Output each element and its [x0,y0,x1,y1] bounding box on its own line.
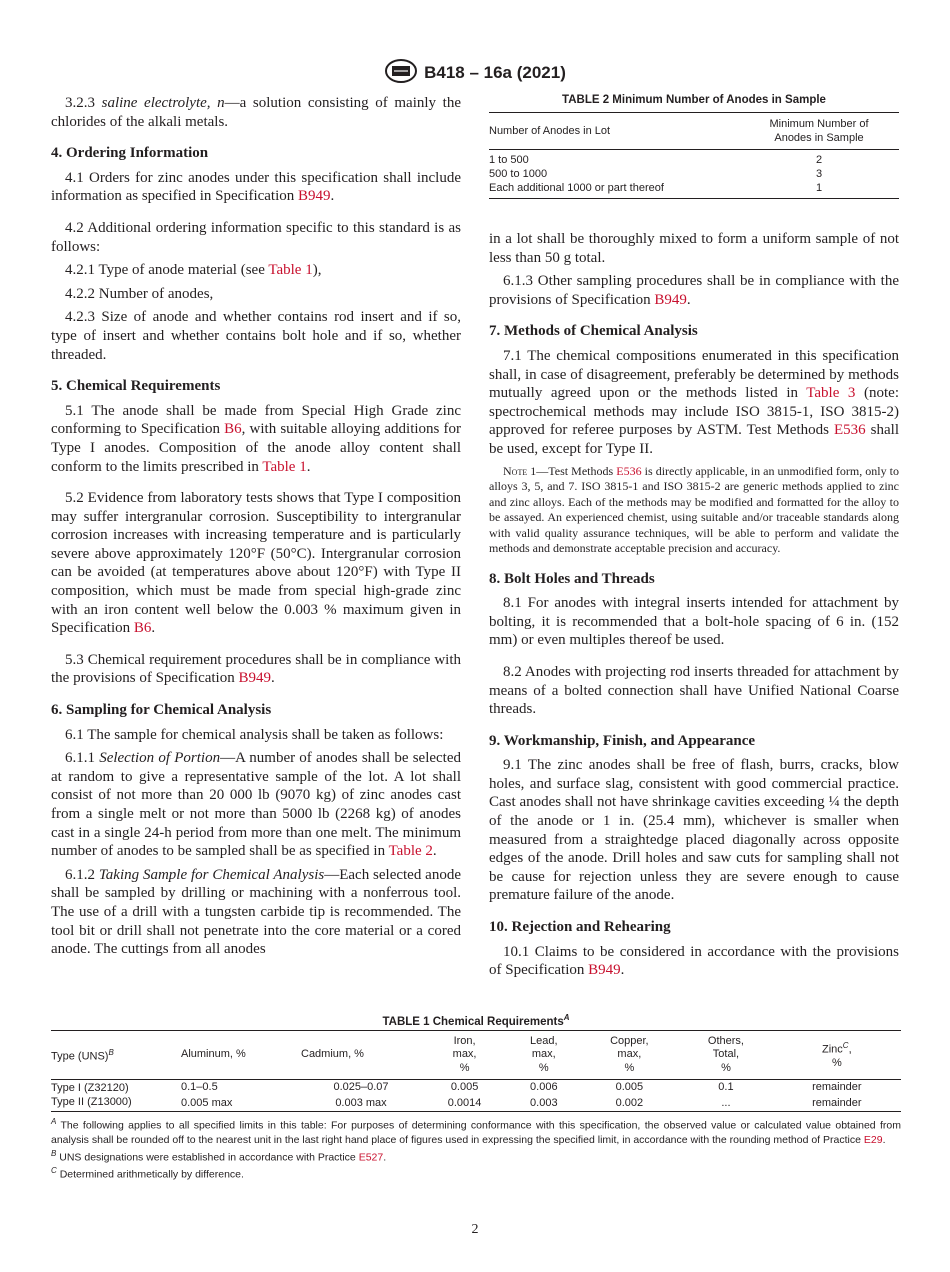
link-b949[interactable]: B949 [238,670,271,687]
link-e29[interactable]: E29 [863,1133,883,1146]
table-row: Type II (Z13000) 0.005 max 0.003 max 0.0014 0.003 0.002 ... remainder [51,1096,901,1112]
right-column: in a lot shall be thoroughly mixed to form a uniform sample of not less than 50 g total. 6.1.3 Other sampling procedures shall be in compliance with the provisions of Specification B949. 7. Methods of Chemical Analysis 7.1 The chemical compositions enumerated in this specification shall, in case of disagreement, preferably be determined by methods mutually agreed upon or the methods listed in Table 3 (note: spectrochemical methods may include ISO 3815-1, ISO 3815-2) approved for referee purposes by ASTM. Test Methods E536 shall be used, except for Type II. Note 1—Test Methods E536 is directly applicable, in an unmodified form, only to alloys 3, 5, and 7. ISO 3815-1 and ISO 3815-2 are generic methods applied to zinc and zinc alloys. Each of the methods may be modified and formatted for the alloy to be assayed. An experienced chemist, using suitable and/or traceable standards along with valid quality assurance techniques, will be able to perform and validate the methods and demonstrate acceptable precision and accuracy. 8. Bolt Holes and Threads 8.1 For anodes with integral inserts intended for attachment by bolting, it is recommended that a bolt-hole spacing of 6 in. (152 mm) or even multiples thereof be used. 8.2 Anodes with projecting rod inserts threaded for attachment by means of a bolted connection shall have Unified National Coarse threads. 9. Workmanship, Finish, and Appearance 9.1 The zinc anodes shall be free of flash, burrs, cracks, blow holes, and surface slag, consistent with good commercial practice. Cast anodes shall not have shrinkage cavities exceeding ¼ the depth of the anode or 1 in. (25.4 mm), whichever is smaller when measured from a straightedge placed diagonally across opposite edges of the anode. Drill holes and saw cuts for sampling shall not be cause for rejection unless they are severe enough to cause premature failure of the anode. 10. Rejection and Rehearing 10.1 Claims to be considered in accordance with the provisions of Specification B949. [489,231,900,979]
footnote-c: $^C$ Determined arithmetically by difference. [51,1166,244,1181]
designation: B418 – 16a (2021) [424,62,566,82]
left-column: 3.2.3 saline electrolyte, n—a solution consisting of mainly the chlorides of the alkali metals. 4. Ordering Information 4.1 Orders for zinc anodes under this specification shall include information as specified in Specification B949. 4.2 Additional ordering information specific to this standard is as follows: 4.2.1 Type of anode material (see Table 1), 4.2.2 Number of anodes, 4.2.3 Size of anode and whether contains rod insert and if so, type of insert and whether contains bolt hole and if so, whether threaded. 5. Chemical Requirements 5.1 The anode shall be made from Special High Grade zinc conforming to Specification B6, with suitable alloying additions for Type I anodes. Composition of the anode alloy content shall conform to the limits prescribed in Table 1. 5.2 Evidence from laboratory tests shows that Type I composition may suffer intergranular corrosion. Susceptibility to intergranular corrosion increases with increasing temperature and is particularly severe above approximately 120°F (50°C). Intergranular corrosion can be avoided (at temperatures above about 120°F) with Type II composition, which must be made from special high-grade zinc with an iron content well below the 0.003 % maximum given in Specification B6. 5.3 Chemical requirement procedures shall be in compliance with the provisions of Specification B949. 6. Sampling for Chemical Analysis 6.1 The sample for chemical analysis shall be taken as follows: 6.1.1 Selection of Portion—A number of anodes shall be selected at random to give a representative sample of the lot. A lot shall consist of not more than 20 000 lb (9070 kg) of zinc anodes cast from a single melt or not more than 5000 lb (2268 kg) of anodes cast in a single 24-h period from more than one melt. The minimum number of anodes to be sampled shall be as specified in Table 2. 6.1.2 Taking Sample for Chemical Analysis—Each selected anode shall be sampled by drilling or machining with a nonferrous tool. The use of a drill with a tungsten carbide tip is recommended. The tool bit or drill shall not penetrate into the core material or a cored anode. The cuttings from all anodes [51,95,462,958]
section-7-heading: 7. Methods of Chemical Analysis [489,323,698,340]
section-8-heading: 8. Bolt Holes and Threads [489,570,655,587]
table-row: Type I (Z32120) 0.1–0.5 0.025–0.07 0.005 0.006 0.005 0.1 remainder [51,1081,862,1095]
link-b949[interactable]: B949 [654,291,687,308]
section-10-heading: 10. Rejection and Rehearing [489,919,671,936]
link-e536[interactable]: E536 [616,463,642,478]
table-1-header: Type (UNS)$^B$ Aluminum, % Cadmium, % Iron, max, % Lead, max, % Copper, max, % Others, Total, % Zinc$^C$, % [51,1030,901,1080]
footnote-a: $^A$ The following applies to all specified limits in this table: For purposes of determining conformance with this specification, the observed value or calculated value obtained from analysis shall be rounded off to the nearest unit in the last right hand place of figures used in expressing the specified limit, in accordance with the rounding method of Practice E29. [51,1117,901,1146]
table-2-caption: TABLE 2 Minimum Number of Anodes in Sample [562,94,826,106]
link-e527[interactable]: E527 [358,1151,384,1164]
section-4-heading: 4. Ordering Information [51,145,209,162]
page-number: 2 [471,1222,479,1237]
link-e536[interactable]: E536 [833,422,866,439]
table-1 [51,1013,901,1182]
table-row: 500 to 1000 3 [489,168,823,180]
astm-logo-icon [384,58,418,89]
link-b6[interactable]: B6 [133,620,152,637]
section-6-heading: 6. Sampling for Chemical Analysis [51,702,272,719]
link-table-2[interactable]: Table 2 [388,843,433,860]
link-table-3[interactable]: Table 3 [806,385,856,402]
section-5-heading: 5. Chemical Requirements [51,378,221,395]
note-1: Note 1—Test Methods E536 is directly applicable, in an unmodified form, only to alloys 3, 5, and 7. ISO 3815-1 and ISO 3815-2 are generic methods applied to zinc and zinc alloys. Each of the methods may be modified and formatted for the alloy to be assayed. An experienced chemist, using suitable and/or traceable standards along with valid quality assurance techniques, will be able to perform and validate the methods and demonstrate acceptable precision and accuracy. [489,463,900,556]
link-b6[interactable]: B6 [224,421,242,438]
table-1-caption: TABLE 1 Chemical Requirements$^A$ [382,1013,570,1028]
footnote-b: $^B$ UNS designations were established in accordance with Practice E527. [51,1148,387,1164]
section-9-heading: 9. Workmanship, Finish, and Appearance [489,732,756,749]
page-header [0,58,950,89]
link-table-1[interactable]: Table 1 [262,458,307,475]
link-table-1[interactable]: Table 1 [268,262,313,279]
link-b949[interactable]: B949 [298,188,331,205]
link-b949[interactable]: B949 [588,962,621,979]
table-row: Each additional 1000 or part thereof 1 [489,181,899,199]
table-2: TABLE 2 Minimum Number of Anodes in Sample Number of Anodes in Lot Minimum Number of Anodes in Sample 1 to 500 2 500 to 1000 3 Each additional 1000 or part thereof 1 [489,94,899,199]
table-row: 1 to 500 2 [489,154,823,166]
